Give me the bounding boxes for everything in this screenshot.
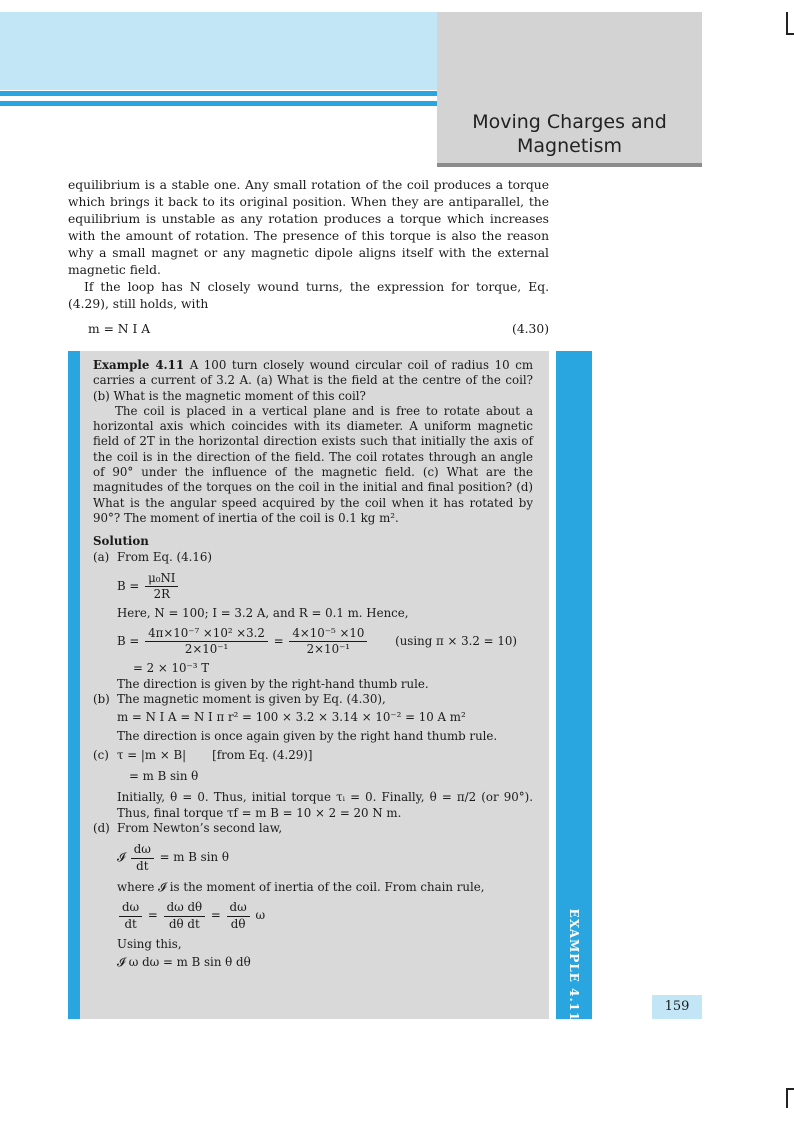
equation-newton: 𝓘 $\frac{d\omega}{dt}$ = m B sin θ — [117, 842, 229, 873]
example-question — [93, 358, 533, 404]
direction-note: The direction is given by the right-hand thumb rule. — [117, 676, 429, 691]
direction-note: The direction is once again given by the right hand thumb rule. — [117, 728, 498, 743]
part-text: From Newton’s second law, — [117, 821, 283, 836]
example-question-text: A 100 turn closely wound circular coil of radius 10 cm carries a current of 3.2 A. (a) What is the field at the centre of the coil? (b) What is the magnetic moment of this coil? — [93, 358, 534, 403]
fraction: $\frac{d\omega}{dt}$ — [131, 842, 154, 874]
equation-torque: τ = |m × B| — [117, 747, 187, 762]
equation-torque-2: = m B sin θ — [129, 769, 199, 784]
part-label: (c) — [93, 747, 109, 762]
header-rule — [0, 101, 437, 106]
where-note: where 𝓘 is the moment of inertia of the coil. From chain rule, — [117, 879, 485, 894]
equation-4-30 — [68, 317, 549, 339]
equation-field-value: B = $\frac{\text{4π×10⁻⁷ ×10² ×3.2}}{\text{2×10⁻¹}}$ = $\frac{\text{4×10⁻⁵ ×10}}{\text{2×10⁻¹}}$ (using π × 3.2 = 10) — [117, 625, 517, 657]
equation-reference: [from Eq. (4.29)] — [212, 747, 313, 762]
example-side-tab-label: EXAMPLE 4.11 — [567, 908, 581, 1022]
header-band — [0, 12, 437, 90]
solution-part-d — [93, 821, 533, 836]
part-label: (b) — [93, 691, 110, 706]
part-label: (a) — [93, 549, 110, 564]
using-note: Using this, — [117, 936, 182, 951]
fraction: $\frac{\text{4π×10⁻⁷ ×10² ×3.2}}{\text{2×10⁻¹}}$ — [145, 626, 268, 658]
example-label: Example 4.11 — [93, 358, 185, 372]
page-number: 159 — [652, 995, 702, 1019]
torque-explanation: Initially, θ = 0. Thus, initial torque τᵢ = 0. Finally, θ = π/2 (or 90°). Thus, final torque τf = m B = 10 × 2 = 20 N m. — [117, 790, 533, 820]
fraction: $\frac{d\omega}{dt}$ — [119, 900, 142, 932]
example-left-bar — [68, 351, 80, 1019]
equation-number: (4.30) — [512, 322, 549, 336]
part-text: From Eq. (4.16) — [117, 549, 212, 564]
fraction: $\frac{\text{4×10⁻⁵ ×10}}{\text{2×10⁻¹}}$ — [289, 626, 367, 658]
crop-mark — [786, 1088, 794, 1090]
equation-text: m = N I A — [88, 322, 151, 336]
solution-part-b — [93, 692, 533, 707]
body-text — [68, 177, 549, 339]
fraction: $\frac{d\omega}{d\theta}$ — [227, 900, 250, 932]
solution-part-a — [93, 550, 533, 565]
part-text: The magnetic moment is given by Eq. (4.30), — [117, 691, 386, 706]
equation-note: (using π × 3.2 = 10) — [395, 633, 517, 648]
chapter-title-line2: Magnetism — [517, 135, 622, 157]
part-label: (d) — [93, 821, 110, 836]
fraction: $\frac{\text{dω dθ}}{\text{dθ dt}}$ — [164, 900, 206, 932]
example-question-part2: The coil is placed in a vertical plane and is free to rotate about a horizontal axis which coincides with its diameter. A uniform magnetic field of 2T in the horizontal direction exists such that initially the axis of the coil is in the direction of the field. The coil rotates through an angle of 90° under the influence of the magnetic field. (c) What are the magnitudes of the torques on the coil in the initial and final position? (d) What is the angular speed acquired by the coil when it has rotated by 90°? The moment of inertia of the coil is 0.1 kg m². — [93, 403, 533, 525]
given-values: Here, N = 100; I = 3.2 A, and R = 0.1 m. Hence, — [117, 606, 409, 621]
solution-heading: Solution — [93, 534, 149, 549]
fraction: $\frac{\text{μ₀NI}}{2R}$ — [145, 571, 178, 603]
equation-integral: 𝓘 ω dω = m B sin θ dθ — [117, 955, 251, 970]
example-content — [93, 358, 533, 970]
paragraph: If the loop has N closely wound turns, the expression for torque, Eq. (4.29), still holds, with — [68, 280, 549, 311]
header-rule — [0, 91, 437, 96]
equation-magnetic-moment: m = N I A = N I π r² = 100 × 3.2 × 3.14 × 10⁻² = 10 A m² — [117, 710, 466, 725]
equation-chain-rule: $\frac{d\omega}{dt}$ = $\frac{\text{dω dθ}}{\text{dθ dt}}$ = $\frac{d\omega}{d\theta}$ ω — [93, 900, 533, 932]
chapter-title — [437, 110, 702, 158]
crop-mark — [786, 12, 788, 34]
paragraph: equilibrium is a stable one. Any small rotation of the coil produces a torque which brings it back to its original position. When they are antiparallel, the equilibrium is unstable as any rotation produces a torque which increases with the amount of rotation. The presence of this torque is also the reason why a small magnet or any magnetic dipole aligns itself with the external magnetic field. — [68, 178, 549, 277]
crop-mark — [786, 1090, 788, 1108]
chapter-title-box-border — [437, 163, 702, 167]
equation-field-centre: B = $\frac{\text{μ₀NI}}{2R}$ — [93, 571, 533, 603]
solution-part-c — [93, 748, 533, 763]
crop-mark — [786, 33, 794, 35]
result: = 2 × 10⁻³ T — [133, 661, 210, 676]
chapter-title-line1: Moving Charges and — [472, 111, 667, 133]
